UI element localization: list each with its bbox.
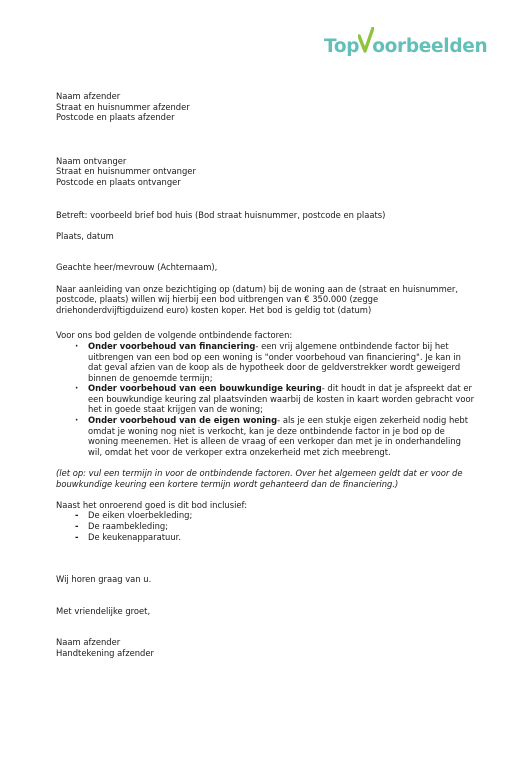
inclusive-list — [56, 510, 476, 542]
condition-text: - een vrij algemene ontbindende factor bij het uitbrengen van een bod op een woning is "onder voorbehoud van financiering". Je kan in dat geval afzien van de koop als de hypotheek door de geldverstrekker wordt geweigerd binnen de genoemde termijn; — [88, 340, 461, 383]
recipient-city: Postcode en plaats ontvanger — [56, 176, 181, 187]
recipient-name: Naam ontvanger — [56, 155, 127, 166]
bullet: - — [75, 510, 79, 521]
bullet: · — [75, 415, 79, 426]
bullet: - — [75, 521, 79, 531]
inclusive-text: De keukenapparatuur. — [88, 531, 181, 542]
topvoorbeelden-logo[interactable] — [324, 27, 488, 58]
salutation: Geachte heer/mevrouw (Achternaam), — [56, 262, 218, 273]
signature-label: Handtekening afzender — [56, 647, 154, 658]
list-item — [56, 341, 476, 383]
sender-address — [56, 91, 476, 123]
condition-title: Onder voorbehoud van een bouwkundige keuring — [88, 383, 322, 394]
subject-line: Betreft: voorbeeld brief bod huis (Bod straat huisnummer, postcode en plaats) — [56, 209, 386, 220]
place-date: Plaats, datum — [56, 230, 114, 241]
logo-text-top: Top — [324, 36, 360, 58]
inclusive-text: De raambekleding; — [88, 521, 169, 531]
sender-street: Straat en huisnummer afzender — [56, 101, 190, 112]
closing-line: Wij horen graag van u. — [56, 574, 152, 585]
note-paragraph: (let op: vul een termijn in voor de ontbindende factoren. Over het algemeen geldt dat er voor de bouwkundige keuring een kortere termijn wordt gehanteerd dan de financiering.) — [56, 468, 463, 489]
conditions-intro: Voor ons bod gelden de volgende ontbindende factoren: — [56, 330, 293, 341]
condition-title: Onder voorbehoud van de eigen woning — [88, 415, 278, 426]
list-item — [56, 532, 476, 543]
greeting: Met vriendelijke groet, — [56, 605, 151, 616]
signature-block — [56, 637, 476, 658]
signature-name: Naam afzender — [56, 637, 121, 648]
condition-text: - dit houdt in dat je afspreekt dat er een bouwkundige keuring zal plaatsvinden waarbij de kosten in kaart worden gebracht voor het in goede staat krijgen van de woning; — [88, 383, 475, 415]
bullet: · — [75, 340, 79, 351]
bullet: - — [75, 531, 79, 542]
letter-body — [56, 91, 476, 659]
bullet: · — [75, 383, 79, 394]
inclusive-intro: Naast het onroerend goed is dit bod inclusief: — [56, 499, 248, 510]
condition-title: Onder voorbehoud van financiering — [88, 340, 256, 351]
recipient-street: Straat en huisnummer ontvanger — [56, 166, 196, 177]
sender-city: Postcode en plaats afzender — [56, 112, 175, 123]
list-item — [56, 510, 476, 521]
list-item — [56, 415, 476, 457]
logo-text-rest: oorbeelden — [372, 36, 488, 58]
sender-name: Naam afzender — [56, 91, 121, 101]
list-item — [56, 383, 476, 415]
conditions-list — [56, 341, 476, 458]
recipient-address — [56, 156, 476, 188]
intro-paragraph: Naar aanleiding van onze bezichtiging op (datum) bij de woning aan de (straat en huisnummer, postcode, plaats) willen wij hierbij een bod uitbrengen van € 350.000 (zegge driehonderdvijftigduizend euro) kosten koper. Het bod is geldig tot (datum) — [56, 283, 458, 315]
inclusive-text: De eiken vloerbekleding; — [88, 510, 193, 521]
condition-text: - als je een stukje eigen zekerheid nodig hebt omdat je woning nog niet is verkocht, kan je deze ontbindende factor in je bod op de woning meenemen. Het is alleen de vraag of een verkoper dan met je in onderhandeling wil, omdat het voor de verkoper extra onzekerheid met zich meebrengt. — [88, 415, 469, 457]
list-item — [56, 521, 476, 532]
